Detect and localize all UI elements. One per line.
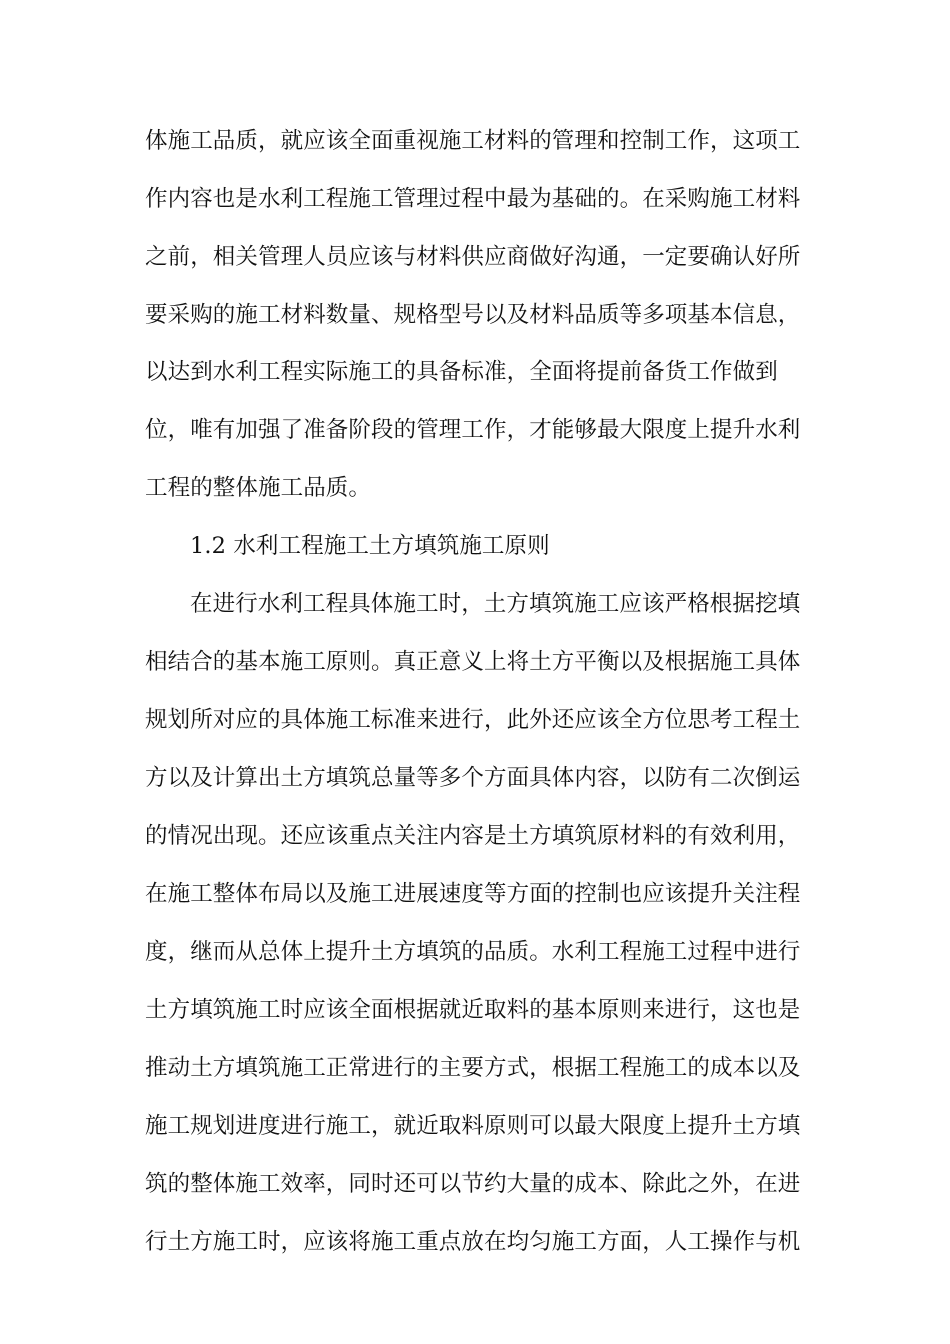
paragraph-line: 土方填筑施工时应该全面根据就近取料的基本原则来进行，这也是	[145, 997, 801, 1023]
paragraph-line: 在施工整体布局以及施工进展速度等方面的控制也应该提升关注程	[145, 881, 801, 907]
section-heading: 1.2 水利工程施工土方填筑施工原则	[190, 533, 550, 559]
paragraph-line: 施工规划进度进行施工，就近取料原则可以最大限度上提升土方填	[145, 1113, 801, 1139]
paragraph-line: 规划所对应的具体施工标准来进行，此外还应该全方位思考工程土	[145, 707, 801, 733]
paragraph-line: 度，继而从总体上提升土方填筑的品质。水利工程施工过程中进行	[145, 939, 801, 965]
paragraph-line: 以达到水利工程实际施工的具备标准，全面将提前备货工作做到	[145, 359, 778, 385]
paragraph-line: 行土方施工时，应该将施工重点放在均匀施工方面，人工操作与机	[145, 1229, 801, 1255]
paragraph-line: 筑的整体施工效率，同时还可以节约大量的成本、除此之外，在进	[145, 1171, 801, 1197]
paragraph-line: 之前，相关管理人员应该与材料供应商做好沟通，一定要确认好所	[145, 244, 801, 270]
paragraph-line: 工程的整体施工品质。	[145, 475, 372, 501]
paragraph-line: 推动土方填筑施工正常进行的主要方式，根据工程施工的成本以及	[145, 1055, 801, 1081]
paragraph-line: 在进行水利工程具体施工时，土方填筑施工应该严格根据挖填	[190, 591, 801, 617]
paragraph-line: 相结合的基本施工原则。真正意义上将土方平衡以及根据施工具体	[145, 649, 801, 675]
paragraph-line: 方以及计算出土方填筑总量等多个方面具体内容，以防有二次倒运	[145, 765, 801, 791]
paragraph-line: 的情况出现。还应该重点关注内容是土方填筑原材料的有效利用，	[145, 823, 801, 849]
paragraph-line: 位，唯有加强了准备阶段的管理工作，才能够最大限度上提升水利	[145, 417, 801, 443]
paragraph-line: 体施工品质，就应该全面重视施工材料的管理和控制工作，这项工	[145, 128, 801, 154]
paragraph-line: 要采购的施工材料数量、规格型号以及材料品质等多项基本信息，	[145, 302, 801, 328]
paragraph-line: 作内容也是水利工程施工管理过程中最为基础的。在采购施工材料	[145, 186, 801, 212]
